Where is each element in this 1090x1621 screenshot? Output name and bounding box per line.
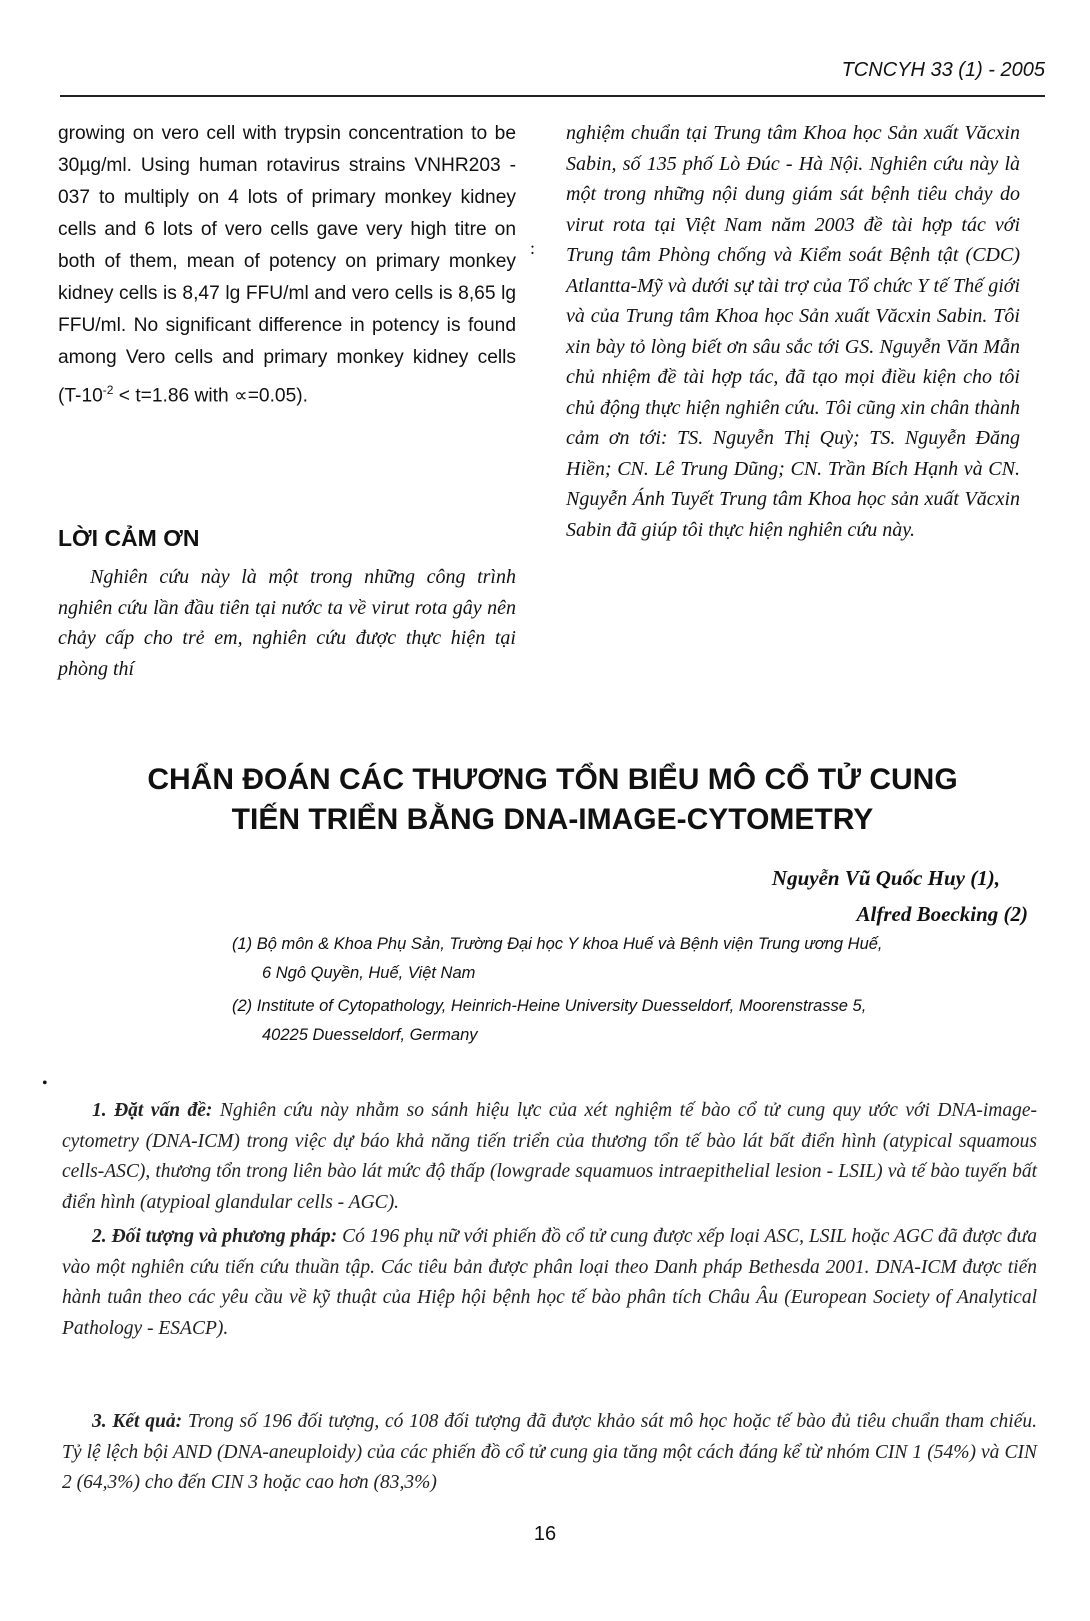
acknowledgement-text-right: nghiệm chuẩn tại Trung tâm Khoa học Sản xuất Văcxin Sabin, số 135 phố Lò Đúc - Hà Nội. Nghiên cứu này là một trong những nội dung giám sát bệnh tiêu chảy do virut rota tại Việt Nam năm 2003 đề tài hợp tác với Trung tâm Phòng chống và Kiểm soát Bệnh tật (CDC) Atlantta-Mỹ và dưới sự tài trợ của Tổ chức Y tế Thế giới và của Trung tâm Khoa học Sản xuất Văcxin Sabin. Tôi xin bày tỏ lòng biết ơn sâu sắc tới GS. Nguyễn Văn Mẫn chủ nhiệm đề tài hợp tác, đã tạo mọi điều kiện cho tôi chủ động thực hiện nghiên cứu. Tôi cũng xin chân thành cảm ơn tới: TS. Nguyễn Thị Quỳ; TS. Nguyễn Đăng Hiền; CN. Lê Trung Dũng; CN. Trần Bích Hạnh và CN. Nguyễn Ánh Tuyết Trung tâm Khoa học sản xuất Văcxin Sabin đã giúp tôi thực hiện nghiên cứu này. — [566, 122, 1020, 541]
previous-article-abstract — [58, 118, 516, 412]
section-2-text: Có 196 phụ nữ với phiến đồ cổ tử cung được xếp loại ASC, LSIL hoặc AGC đã được đưa vào một nghiên cứu tiến cứu thuần tập. Các tiêu bản được phân loại theo Danh pháp Bethesda 2001. DNA-ICM được tiến hành tuân theo các yêu cầu về kỹ thuật của Hiệp hội bệnh học tế bào phân tích Châu Âu (European Society of Analytical Pathology - ESACP). — [62, 1226, 1037, 1339]
affiliation-2-line-2: 40225 Duesseldorf, Germany — [262, 1026, 478, 1044]
affiliation-2-line-1: (2) Institute of Cytopathology, Heinrich-Heine University Duesseldorf, Moorenstrasse 5, — [232, 997, 867, 1015]
article-authors — [771, 860, 1028, 932]
section-3-text: Trong số 196 đối tượng, có 108 đối tượng đã được khảo sát mô học hoặc tế bào đủ tiêu chuẩn tham chiếu. Tỷ lệ lệch bội AND (DNA-aneuploidy) của các phiến đồ cổ tử cung gia tăng một cách đáng kể từ nhóm CIN 1 (54%) và CIN 2 (64,3%) cho đến CIN 3 hoặc cao hơn (83,3%) — [62, 1411, 1037, 1493]
author-1: Nguyễn Vũ Quốc Huy (1), — [771, 866, 1000, 890]
section-3-heading: 3. Kết quả: — [92, 1411, 183, 1432]
section-1-text: Nghiên cứu này nhằm so sánh hiệu lực của xét nghiệm tế bào cổ tử cung quy ước với DNA-image-cytometry (DNA-ICM) trong việc dự báo khả năng tiến triển của thương tổn tế bào lát bất điển hình (atypical squamous cells-ASC), thương tổn trong liên bào lát mức độ thấp (lowgrade squamuos intraepithelial lesion - LSIL) và tế bào tuyến bất điển hình (atypioal glandular cells - AGC). — [62, 1100, 1037, 1213]
abstract-text: growing on vero cell with trypsin concentration to be 30µg/ml. Using human rotavirus strains VNHR203 - 037 to multiply on 4 lots of primary monkey kidney cells and 6 lots of vero cells gave very high titre on both of them, mean of potency on primary monkey kidney cells is 8,47 lg FFU/ml and vero cells is 8,65 lg FFU/ml. No significant difference in potency is found among Vero cells and primary monkey kidney cells (T-10 — [58, 123, 516, 407]
article-title — [60, 760, 1045, 840]
section-1-heading: 1. Đặt vấn đề: — [92, 1100, 213, 1121]
author-2: Alfred Boecking (2) — [856, 902, 1028, 926]
section-results — [62, 1407, 1037, 1499]
section-2-heading: 2. Đối tượng và phương pháp: — [92, 1226, 338, 1247]
abstract-superscript: -2 — [102, 383, 114, 397]
affiliation-2 — [232, 992, 1032, 1050]
affiliation-1-line-1: (1) Bộ môn & Khoa Phụ Sản, Trường Đại học Y khoa Huế và Bệnh viện Trung ương Huế, — [232, 935, 883, 953]
journal-reference: TCNCYH 33 (1) - 2005 — [841, 59, 1045, 81]
column-divider-mark: : — [530, 238, 536, 258]
affiliation-1-line-2: 6 Ngô Quyền, Huế, Việt Nam — [262, 964, 476, 982]
section-methods — [62, 1222, 1037, 1344]
page-header — [60, 55, 1045, 97]
page-number: 16 — [533, 1523, 557, 1545]
affiliation-1 — [232, 930, 1032, 988]
article-title-line-1: CHẨN ĐOÁN CÁC THƯƠNG TỔN BIỂU MÔ CỔ TỬ CUNG — [147, 763, 958, 796]
section-introduction — [62, 1096, 1037, 1218]
acknowledgement-heading: LỜI CẢM ƠN — [58, 525, 200, 551]
article-title-line-2: TIẾN TRIỂN BẰNG DNA-IMAGE-CYTOMETRY — [231, 803, 874, 836]
abstract-text-end: < t=1.86 with ∝=0.05). — [113, 385, 308, 407]
acknowledgement-text-left: Nghiên cứu này là một trong những công trình nghiên cứu lần đầu tiên tại nước ta về virut rota gây nên chảy cấp cho trẻ em, nghiên cứu được thực hiện tại phòng thí — [58, 566, 516, 680]
bullet-mark: • — [42, 1075, 48, 1092]
